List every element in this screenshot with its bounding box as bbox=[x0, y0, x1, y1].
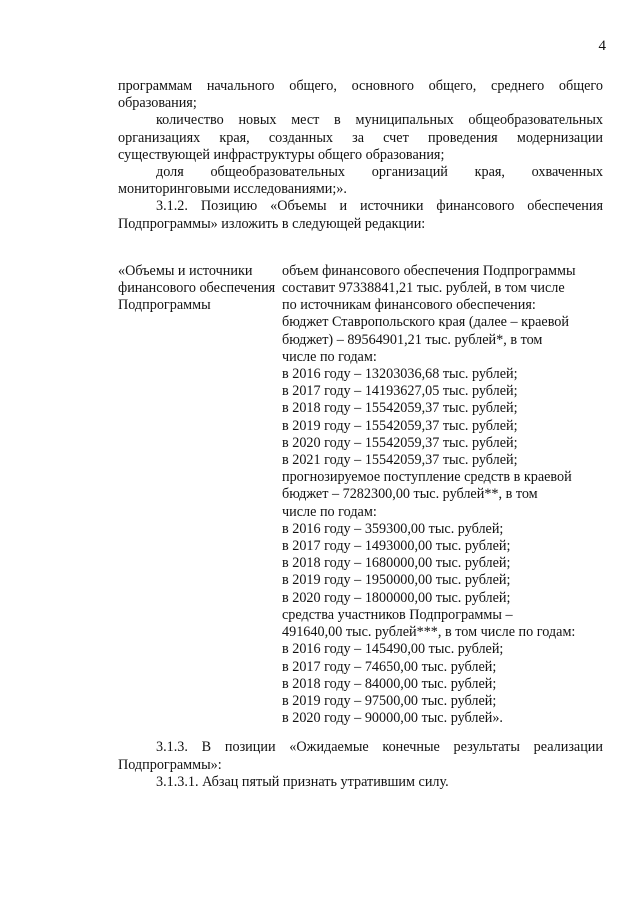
funding-line: в 2016 году – 145490,00 тыс. рублей; bbox=[282, 641, 504, 658]
funding-line: в 2016 году – 13203036,68 тыс. рублей; bbox=[282, 366, 518, 383]
funding-line: средства участников Подпрограммы – bbox=[282, 606, 513, 623]
funding-table bbox=[118, 263, 603, 727]
funding-line: в 2020 году – 1800000,00 тыс. рублей; bbox=[282, 589, 511, 606]
funding-line: бюджет) – 89564901,21 тыс. рублей*, в том bbox=[282, 331, 543, 348]
amendment-3-1-2-paragraph: 3.1.2. Позицию «Объемы и источники финансового обеспечения Подпрограммы» изложить в следующей редакции: bbox=[118, 198, 603, 232]
funding-line: в 2020 году – 90000,00 тыс. рублей». bbox=[282, 710, 503, 727]
intro-paragraph-2: количество новых мест в муниципальных общеобразовательных организациях края, созданных за счет проведения модернизации существующей инфраструктуры общего образования; bbox=[118, 112, 603, 163]
funding-line: объем финансового обеспечения Подпрограммы bbox=[282, 262, 576, 279]
table-label-line: финансового обеспечения bbox=[118, 280, 276, 297]
funding-line: бюджет Ставропольского края (далее – краевой bbox=[282, 314, 569, 331]
funding-line: в 2018 году – 84000,00 тыс. рублей; bbox=[282, 675, 497, 692]
document-body bbox=[118, 78, 603, 791]
funding-line: в 2018 году – 1680000,00 тыс. рублей; bbox=[282, 555, 511, 572]
funding-line: бюджет – 7282300,00 тыс. рублей**, в том bbox=[282, 486, 538, 503]
funding-line: числе по годам: bbox=[282, 348, 377, 365]
intro-paragraph-3: доля общеобразовательных организаций края, охваченных мониторинговыми исследованиями;». bbox=[118, 164, 603, 198]
funding-line: в 2016 году – 359300,00 тыс. рублей; bbox=[282, 520, 504, 537]
funding-line: в 2019 году – 1950000,00 тыс. рублей; bbox=[282, 572, 511, 589]
funding-line: в 2018 году – 15542059,37 тыс. рублей; bbox=[282, 400, 518, 417]
funding-line: в 2020 году – 15542059,37 тыс. рублей; bbox=[282, 434, 518, 451]
funding-line: по источникам финансового обеспечения: bbox=[282, 297, 536, 314]
page-number: 4 bbox=[598, 38, 606, 54]
amendment-3-1-3-paragraph: 3.1.3. В позиции «Ожидаемые конечные результаты реализации Подпрограммы»: bbox=[118, 739, 603, 773]
funding-line: составит 97338841,21 тыс. рублей, в том числе bbox=[282, 280, 565, 297]
funding-line: в 2019 году – 97500,00 тыс. рублей; bbox=[282, 692, 497, 709]
funding-table-label-cell bbox=[118, 263, 282, 727]
funding-line: числе по годам: bbox=[282, 503, 377, 520]
funding-line: в 2019 году – 15542059,37 тыс. рублей; bbox=[282, 417, 518, 434]
funding-line: в 2017 году – 1493000,00 тыс. рублей; bbox=[282, 538, 511, 555]
table-label-line: «Объемы и источники bbox=[118, 262, 253, 279]
funding-line: в 2017 году – 14193627,05 тыс. рублей; bbox=[282, 383, 518, 400]
intro-paragraph-1: программам начального общего, основного общего, среднего общего образования; bbox=[118, 78, 603, 112]
funding-line: 491640,00 тыс. рублей***, в том числе по годам: bbox=[282, 624, 576, 641]
table-label-line: Подпрограммы bbox=[118, 297, 211, 314]
funding-line: в 2021 году – 15542059,37 тыс. рублей; bbox=[282, 452, 518, 469]
funding-line: прогнозируемое поступление средств в краевой bbox=[282, 469, 572, 486]
funding-line: в 2017 году – 74650,00 тыс. рублей; bbox=[282, 658, 497, 675]
funding-table-content-cell bbox=[282, 263, 603, 727]
amendment-3-1-3-1-paragraph: 3.1.3.1. Абзац пятый признать утратившим силу. bbox=[156, 773, 449, 790]
